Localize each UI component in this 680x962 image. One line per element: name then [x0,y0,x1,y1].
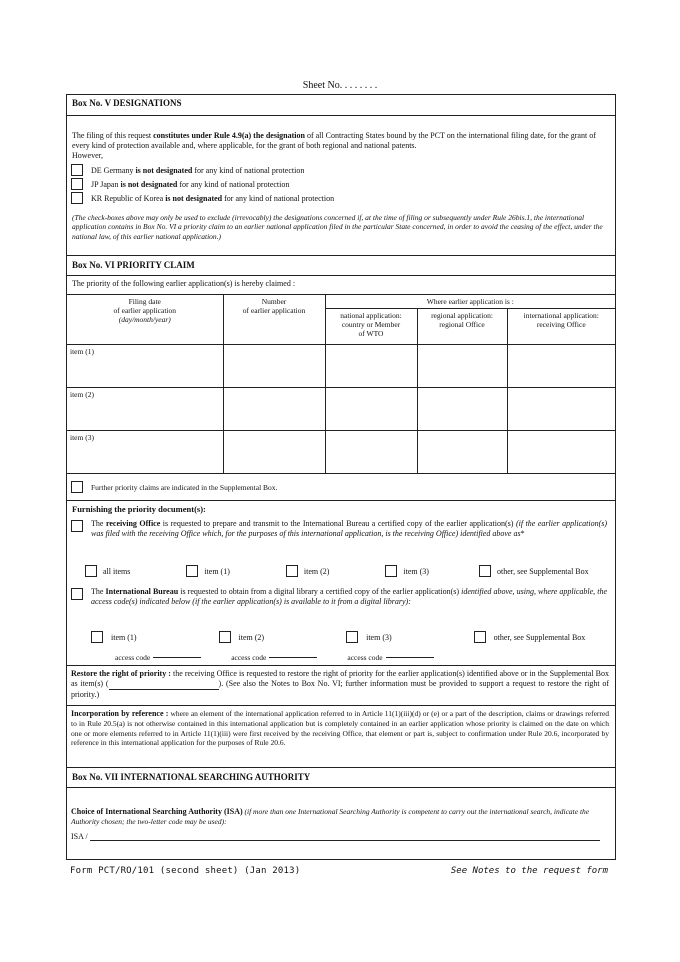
number-cell[interactable] [223,388,325,431]
regional-cell[interactable] [417,431,507,474]
restore-priority: Restore the right of priority : the receiving Office is requested to restore the right of priority for the earlier application(s) identified above or in the Supplemental Box as item(s) ( ). (See also the Notes to Box No. VI; further information must be provided to support a request to restore the right of priority.) [71,669,609,699]
regional-cell[interactable] [417,345,507,388]
access-code-field-3[interactable] [386,657,434,658]
access-code-field-1[interactable] [153,657,201,658]
access-code-field-2[interactable] [269,657,317,658]
ro-options: all items item (1) item (2) item (3) other, see Supplemental Box [85,565,605,577]
exclusion-jp: JP Japan is not designated for any kind of national protection [71,177,601,191]
form-frame [66,94,616,860]
col-filing-date: Filing date of earlier application (day/month/year) [67,295,223,345]
number-cell[interactable] [223,345,325,388]
international-cell[interactable] [507,431,615,474]
number-cell[interactable] [223,431,325,474]
international-cell[interactable] [507,345,615,388]
sheet-number: Sheet No. . . . . . . . [302,80,378,91]
receiving-office-request: The receiving Office is requested to prepare and transmit to the International Bureau a certified copy of the earlier application(s) (if the earlier application(s) was filed with the receiving Office which, for the purposes of this international application, is the receiving Office) identified above as* [71,519,607,540]
checkbox-further-priority[interactable] [71,481,83,493]
restore-items-field[interactable] [109,680,219,690]
row-label: item (2) [67,388,223,431]
isa-row: ISA / [71,831,600,841]
divider [67,705,615,706]
box5-intro: The filing of this request constitutes under Rule 4.9(a) the designation of all Contracting States bound by the PCT on the international filing date, for the grant of every kind of protection available and, where applicable, for the grant of both regional and national patents. However, [72,131,596,160]
col-regional: regional application: regional Office [417,309,507,345]
col-where: Where earlier application is : [325,295,615,309]
checkbox-ro-item2[interactable] [286,565,298,577]
further-priority-row: Further priority claims are indicated in the Supplemental Box. [71,481,277,493]
divider [67,500,615,501]
national-cell[interactable] [325,345,417,388]
checkbox-ib-item2[interactable] [219,631,231,643]
ib-options: item (1) item (2) item (3) other, see Supplemental Box [91,631,611,643]
checkbox-ib-item1[interactable] [91,631,103,643]
box5-title: Box No. V DESIGNATIONS [72,98,182,108]
col-international: international application: receiving Office [507,309,615,345]
regional-cell[interactable] [417,388,507,431]
box5-exclusion-list [71,163,601,205]
col-national: national application: country or Member of WTO [325,309,417,345]
form-reference: Form PCT/RO/101 (second sheet) (Jan 2013) [70,866,301,876]
divider [67,787,615,788]
checkbox-receiving-office[interactable] [71,520,83,532]
box6-intro: The priority of the following earlier application(s) is hereby claimed : [72,279,296,288]
incorporation-by-reference: Incorporation by reference : where an element of the international application referred to in Article 11(1)(iii)(d) or (e) or a part of the description, claims or drawings referred to in Rule 20.5(a) is not otherwise contained in this international application but is completely contained in an earlier application whose priority is claimed on the date on which one or more elements referred to in Article 11(1)(iii) were first received by the receiving Office, that element or part is, subject to confirmation under Rule 20.6, incorporated by reference in this international application for the purposes of Rule 20.6. [71,709,609,748]
priority-table [67,294,615,474]
checkbox-international-bureau[interactable] [71,588,83,600]
table-row [67,431,615,474]
access-codes: access code access code access code [115,653,434,662]
divider [67,767,615,768]
international-cell[interactable] [507,388,615,431]
furnishing-title: Furnishing the priority document(s): [72,504,206,514]
isa-choice: Choice of International Searching Authority (ISA) (if more than one International Searching Authority is competent to carry out the international search, indicate the Authority chosen; the two-letter code may be used): [71,807,590,827]
national-cell[interactable] [325,388,417,431]
checkbox-de[interactable] [71,164,83,176]
notes-reference: See Notes to the request form [450,866,608,876]
box5-note: (The check-boxes above may only be used to exclude (irrevocably) the designations concerned if, at the time of filing or subsequently under Rule 26bis.1, the international application contains in Box No. VI a priority claim to an earlier national application filed in the particular State concerned, in order to avoid the ceasing of the effect, under the national law, of this earlier national application.) [72,213,603,241]
divider [67,255,615,256]
exclusion-kr: KR Republic of Korea is not designated for any kind of national protection [71,191,601,205]
checkbox-ro-other[interactable] [479,565,491,577]
checkbox-ro-all[interactable] [85,565,97,577]
checkbox-ro-item3[interactable] [385,565,397,577]
exclusion-de: DE Germany is not designated for any kind of national protection [71,163,601,177]
divider [67,665,615,666]
row-label: item (3) [67,431,223,474]
row-label: item (1) [67,345,223,388]
box7-title: Box No. VII INTERNATIONAL SEARCHING AUTHORITY [72,772,311,782]
checkbox-kr[interactable] [71,192,83,204]
table-row [67,345,615,388]
checkbox-jp[interactable] [71,178,83,190]
isa-field[interactable] [90,831,600,841]
table-row [67,388,615,431]
checkbox-ib-item3[interactable] [346,631,358,643]
national-cell[interactable] [325,431,417,474]
box6-title: Box No. VI PRIORITY CLAIM [72,260,195,270]
checkbox-ro-item1[interactable] [186,565,198,577]
checkbox-ib-other[interactable] [474,631,486,643]
divider [67,275,615,276]
col-number: Number of earlier application [223,295,325,345]
divider [67,115,615,116]
ib-request: The International Bureau is requested to obtain from a digital library a certified copy of the earlier application(s) identified above, using, where applicable, the access code(s) indicated below (if the earlier application(s) is available to it from a digital library): [71,587,607,608]
